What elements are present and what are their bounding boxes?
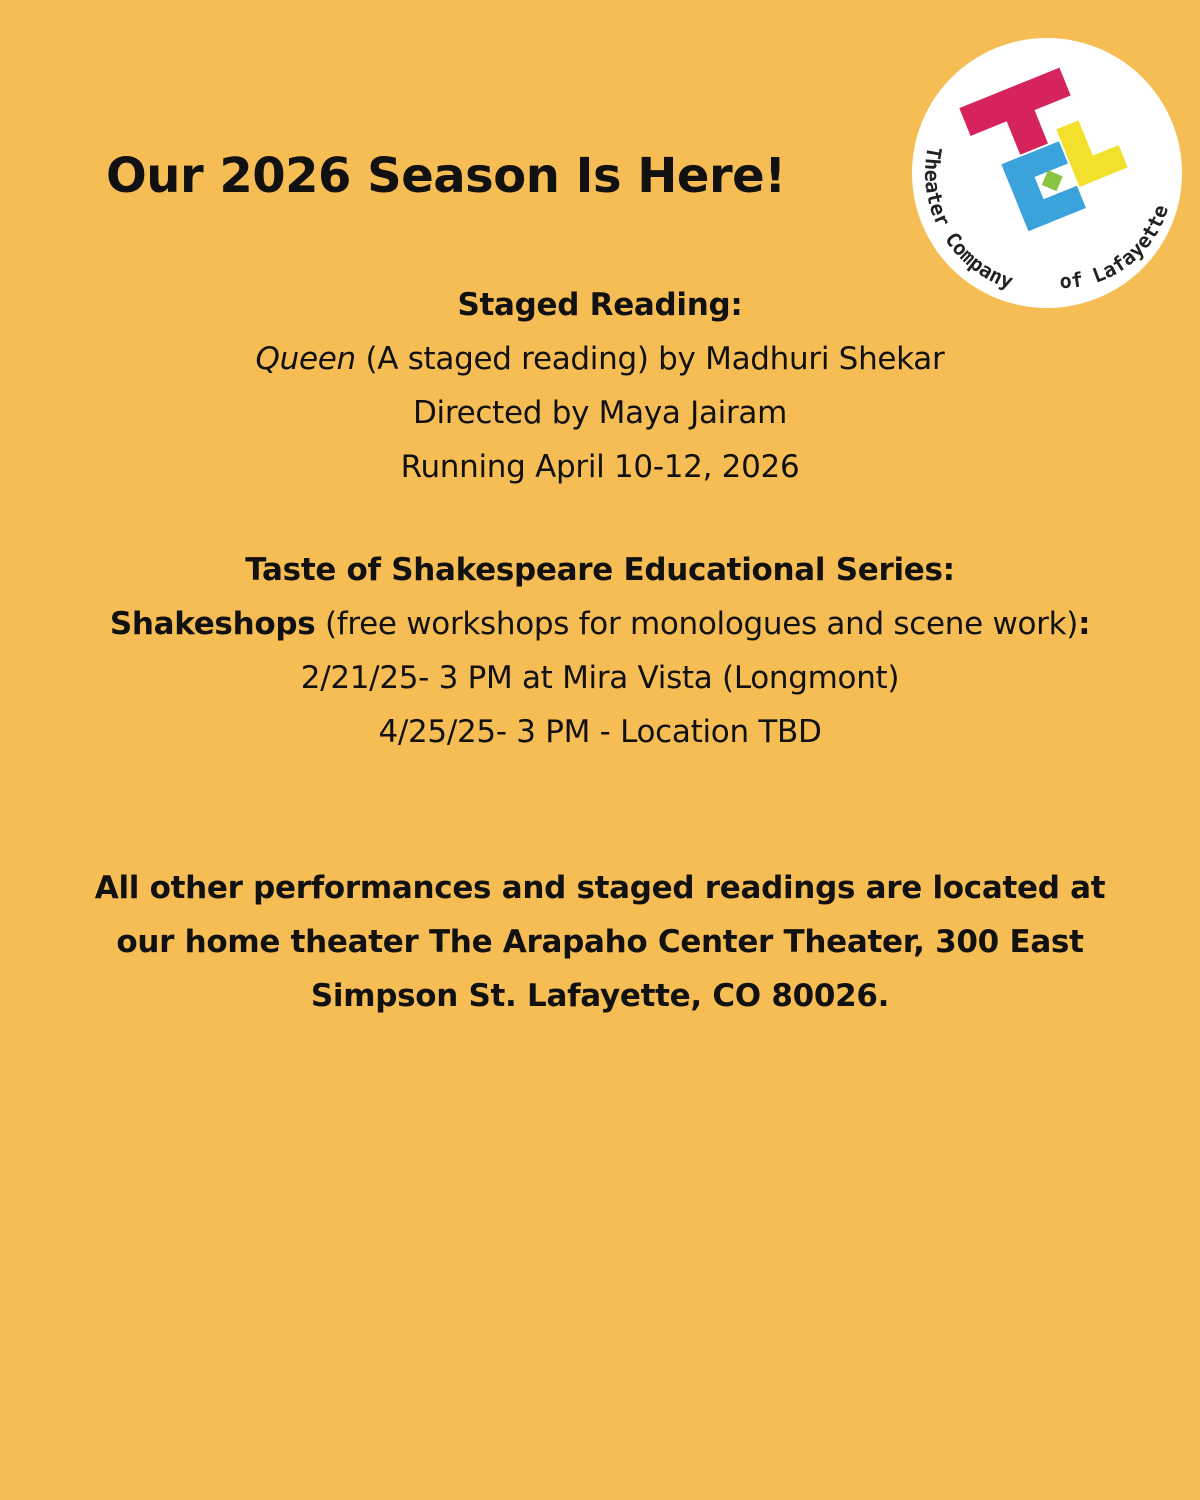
staged-reading-play (20, 332, 1180, 386)
staged-reading-director: Directed by Maya Jairam (412, 395, 788, 431)
shakespeare-section (20, 543, 1180, 759)
shakeshops-desc: (free workshops for monologues and scene work) (315, 606, 1079, 642)
shakeshops-description (20, 597, 1180, 651)
shakeshops-colon: : (1078, 606, 1091, 642)
location-note-line-2: our home theater The Arapaho Center Theater, 300 East (116, 924, 1084, 960)
logo-graphic (910, 36, 1184, 310)
theater-company-logo (910, 36, 1184, 310)
staged-reading-heading: Staged Reading: (457, 287, 743, 323)
location-note-line-1: All other performances and staged readings are located at (94, 870, 1106, 906)
page-title: Our 2026 Season Is Here! (106, 148, 786, 204)
logo-text-inner: of Lafayette (1059, 201, 1174, 294)
location-note-line-3: Simpson St. Lafayette, CO 80026. (310, 978, 890, 1014)
location-note (20, 861, 1180, 1023)
logo-text-outer: Theater Company (919, 145, 1017, 294)
play-description: (A staged reading) by Madhuri Shekar (355, 341, 945, 377)
play-title: Queen (255, 341, 356, 377)
shakeshop-session-2: 4/25/25- 3 PM - Location TBD (378, 714, 822, 750)
shakeshops-label: Shakeshops (109, 606, 316, 642)
staged-reading-dates: Running April 10-12, 2026 (400, 449, 800, 485)
staged-reading-section (20, 278, 1180, 494)
shakeshop-session-1: 2/21/25- 3 PM at Mira Vista (Longmont) (300, 660, 900, 696)
shakespeare-heading: Taste of Shakespeare Educational Series: (245, 552, 955, 588)
